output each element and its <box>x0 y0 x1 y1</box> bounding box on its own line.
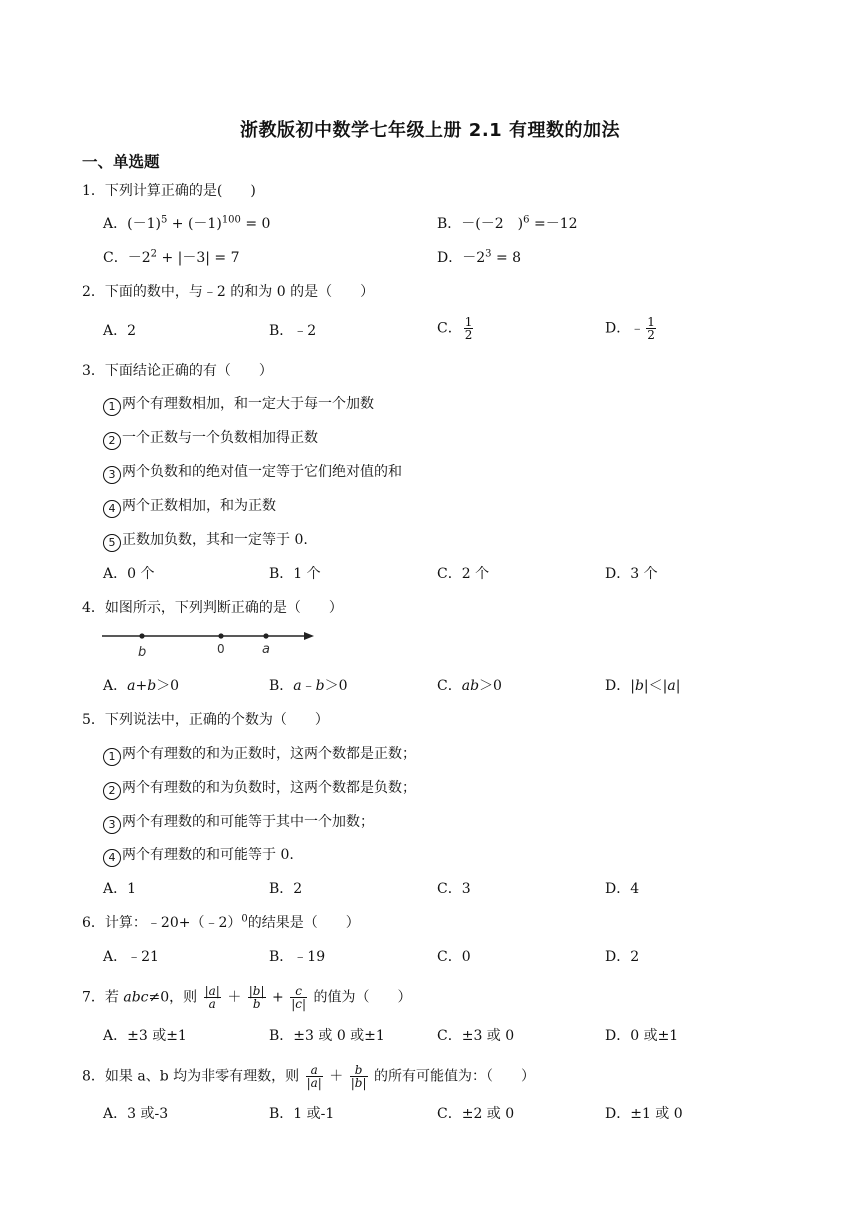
fraction: $\frac{|b|}{b}$ <box>248 984 265 1011</box>
label-a: a <box>262 642 270 657</box>
question-6-option-b: B．﹣19 <box>269 949 326 965</box>
arrow-icon <box>304 632 314 640</box>
question-3-option-a: A．0 个 <box>103 566 155 582</box>
question-5-option-d: D．4 <box>605 881 640 897</box>
question-8-stem: 8．如果 a、b 均为非零有理数，则 $\frac{a}{|a|}$ ＋ $\frac{b}{|b|}$ 的所有可能值为：（ ） <box>82 1063 535 1090</box>
question-7-stem: 7．若 abc≠0，则 $\frac{|a|}{a}$ ＋ $\frac{|b|}{b}$ + $\frac{c}{|c|}$ 的值为（ ） <box>82 984 412 1011</box>
fraction: $\frac{b}{|b|}$ <box>350 1063 367 1090</box>
question-1-option-a: A．$(-1)^5 + (-1)^{100} = 0$ <box>103 214 271 232</box>
section-heading: 一、单选题 <box>82 153 160 171</box>
fraction: $\frac{1}{2}$ <box>464 315 473 342</box>
question-1-option-c: C．$-2^2 + |-3| = 7$ <box>103 248 240 266</box>
label-b: b <box>138 645 147 660</box>
fraction: $\frac{a}{|a|}$ <box>306 1063 322 1090</box>
question-5-statement: 4 两个有理数的和可能等于 0. <box>103 845 294 867</box>
question-4-option-d: D．|b|＜|a| <box>605 678 681 694</box>
question-2-stem: 2．下面的数中，与﹣2 的和为 0 的是（ ） <box>82 284 375 300</box>
question-4-stem: 4．如图所示，下列判断正确的是（ ） <box>82 600 343 616</box>
fraction: $\frac{c}{|c|}$ <box>291 984 306 1011</box>
question-7-option-d: D．0 或±1 <box>605 1028 679 1044</box>
question-4-option-b: B．a﹣b＞0 <box>269 678 348 694</box>
question-7-option-a: A．±3 或±1 <box>103 1028 187 1044</box>
number-line-figure <box>100 626 316 666</box>
question-5-statement: 1 两个有理数的和为正数时，这两个数都是正数； <box>103 744 416 766</box>
question-5-statement: 3 两个有理数的和可能等于其中一个加数； <box>103 812 374 834</box>
question-3-statement: 1 两个有理数相加，和一定大于每一个加数 <box>103 394 374 416</box>
question-8-option-c: C．±2 或 0 <box>437 1106 515 1122</box>
question-6-option-c: C．0 <box>437 949 471 965</box>
question-5-statement: 2 两个有理数的和为负数时，这两个数都是负数； <box>103 778 416 800</box>
point-b <box>139 633 144 638</box>
question-5-option-b: B．2 <box>269 881 303 897</box>
question-1-option-d: D．$-2^3 = 8$ <box>437 248 522 266</box>
page-title: 浙教版初中数学七年级上册 2.1 有理数的加法 <box>240 120 620 141</box>
question-5-option-c: C．3 <box>437 881 471 897</box>
question-5-option-a: A．1 <box>103 881 137 897</box>
question-4-option-c: C．ab＞0 <box>437 678 502 694</box>
label-zero: 0 <box>217 642 225 656</box>
question-5-stem: 5．下列说法中，正确的个数为（ ） <box>82 712 329 728</box>
question-3-option-c: C．2 个 <box>437 566 490 582</box>
question-3-option-d: D．3 个 <box>605 566 658 582</box>
question-8-option-a: A．3 或-3 <box>103 1106 169 1122</box>
question-2-option-c: C． $\frac{1}{2}$ <box>437 315 473 342</box>
question-2-option-a: A．2 <box>103 323 137 339</box>
question-3-statement: 2 一个正数与一个负数相加得正数 <box>103 428 318 450</box>
question-1-stem: 1．下列计算正确的是( ) <box>82 183 256 199</box>
question-2-option-d: D．﹣ $\frac{1}{2}$ <box>605 315 655 342</box>
point-zero <box>218 633 223 638</box>
point-a <box>263 633 268 638</box>
question-6-option-a: A．﹣21 <box>103 949 159 965</box>
fraction: $\frac{|a|}{a}$ <box>204 984 220 1011</box>
fraction: $\frac{1}{2}$ <box>647 315 655 342</box>
question-8-option-b: B．1 或-1 <box>269 1106 335 1122</box>
question-7-option-c: C．±3 或 0 <box>437 1028 515 1044</box>
question-3-statement: 3 两个负数和的绝对值一定等于它们绝对值的和 <box>103 462 402 484</box>
question-8-option-d: D．±1 或 0 <box>605 1106 683 1122</box>
question-3-statement: 4 两个正数相加，和为正数 <box>103 496 276 518</box>
question-3-statement: 5 正数加负数，其和一定等于 0. <box>103 530 308 552</box>
question-3-stem: 3．下面结论正确的有（ ） <box>82 363 273 379</box>
question-6-option-d: D．2 <box>605 949 640 965</box>
question-1-option-b: B．－(－2 )$^6$ =－12 <box>437 214 578 232</box>
question-2-option-b: B．﹣2 <box>269 323 317 339</box>
question-7-option-b: B．±3 或 0 或±1 <box>269 1028 385 1044</box>
question-6-stem: 6．计算：﹣20+（﹣2）$^0$的结果是（ ） <box>82 913 360 931</box>
question-4-option-a: A．a+b＞0 <box>103 678 180 694</box>
question-3-option-b: B．1 个 <box>269 566 321 582</box>
